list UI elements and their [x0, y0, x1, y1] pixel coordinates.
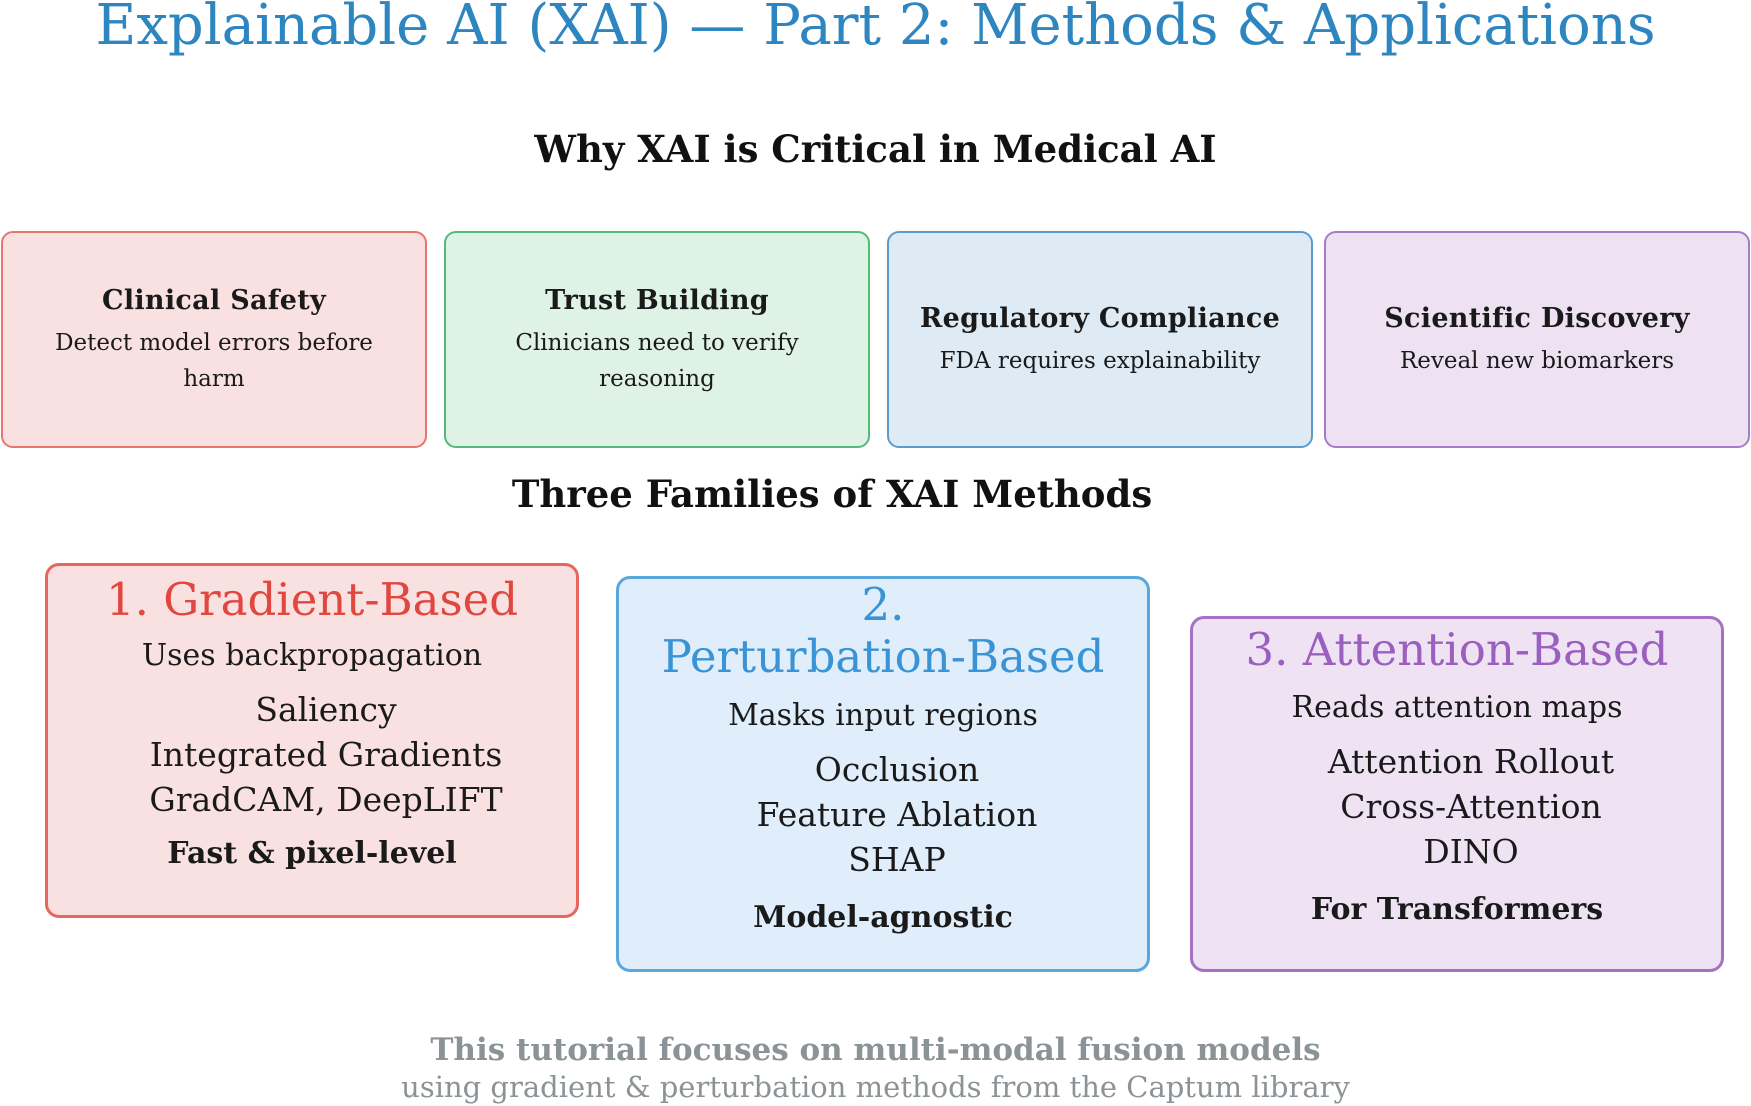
family-methods — [48, 687, 576, 822]
method-item: Feature Ablation — [756, 795, 1038, 834]
family-attention-based — [1190, 616, 1724, 972]
family-title-line1: 2. — [861, 578, 905, 631]
card-title: Clinical Safety — [102, 284, 326, 316]
card-clinical-safety — [1, 231, 427, 448]
card-description: FDA requires explainability — [939, 347, 1261, 374]
card-title: Scientific Discovery — [1384, 302, 1690, 334]
family-perturbation-based — [616, 576, 1150, 972]
family-subtitle: Masks input regions — [728, 698, 1038, 733]
family-methods — [1193, 739, 1721, 874]
method-item: DINO — [1423, 832, 1519, 871]
family-title-line2: Perturbation-Based — [661, 630, 1105, 683]
card-regulatory-compliance — [887, 231, 1313, 448]
method-item: Saliency — [255, 690, 397, 729]
family-note: For Transformers — [1310, 892, 1604, 927]
method-item: Attention Rollout — [1327, 742, 1615, 781]
method-item: Cross-Attention — [1340, 787, 1602, 826]
card-title: Regulatory Compliance — [919, 302, 1281, 334]
card-trust-building — [444, 231, 870, 448]
footer-line-2: using gradient & perturbation methods from the Captum library — [401, 1070, 1350, 1104]
family-subtitle: Reads attention maps — [1291, 690, 1623, 725]
family-methods — [619, 747, 1147, 882]
family-note: Model-agnostic — [753, 900, 1013, 935]
footer-line-1: This tutorial focuses on multi-modal fusion models — [430, 1032, 1321, 1068]
method-item: SHAP — [848, 840, 946, 879]
page-title: Explainable AI (XAI) — Part 2: Methods & Applications — [95, 0, 1656, 58]
method-item: GradCAM, DeepLIFT — [149, 780, 503, 819]
family-subtitle: Uses backpropagation — [141, 638, 483, 673]
method-item: Integrated Gradients — [149, 735, 503, 774]
family-title: 1. Gradient-Based — [105, 573, 519, 626]
family-gradient-based — [45, 563, 579, 918]
card-description: Clinicians need to verify reasoning — [515, 329, 799, 392]
family-note: Fast & pixel-level — [167, 836, 457, 871]
method-item: Occlusion — [814, 750, 980, 789]
card-description: Reveal new biomarkers — [1399, 347, 1675, 374]
card-scientific-discovery — [1324, 231, 1750, 448]
card-description: Detect model errors before harm — [55, 329, 373, 392]
families-section-heading: Three Families of XAI Methods — [511, 472, 1153, 516]
card-title: Trust Building — [545, 284, 769, 316]
why-section-heading: Why XAI is Critical in Medical AI — [534, 127, 1217, 171]
family-title: 3. Attention-Based — [1245, 623, 1669, 676]
